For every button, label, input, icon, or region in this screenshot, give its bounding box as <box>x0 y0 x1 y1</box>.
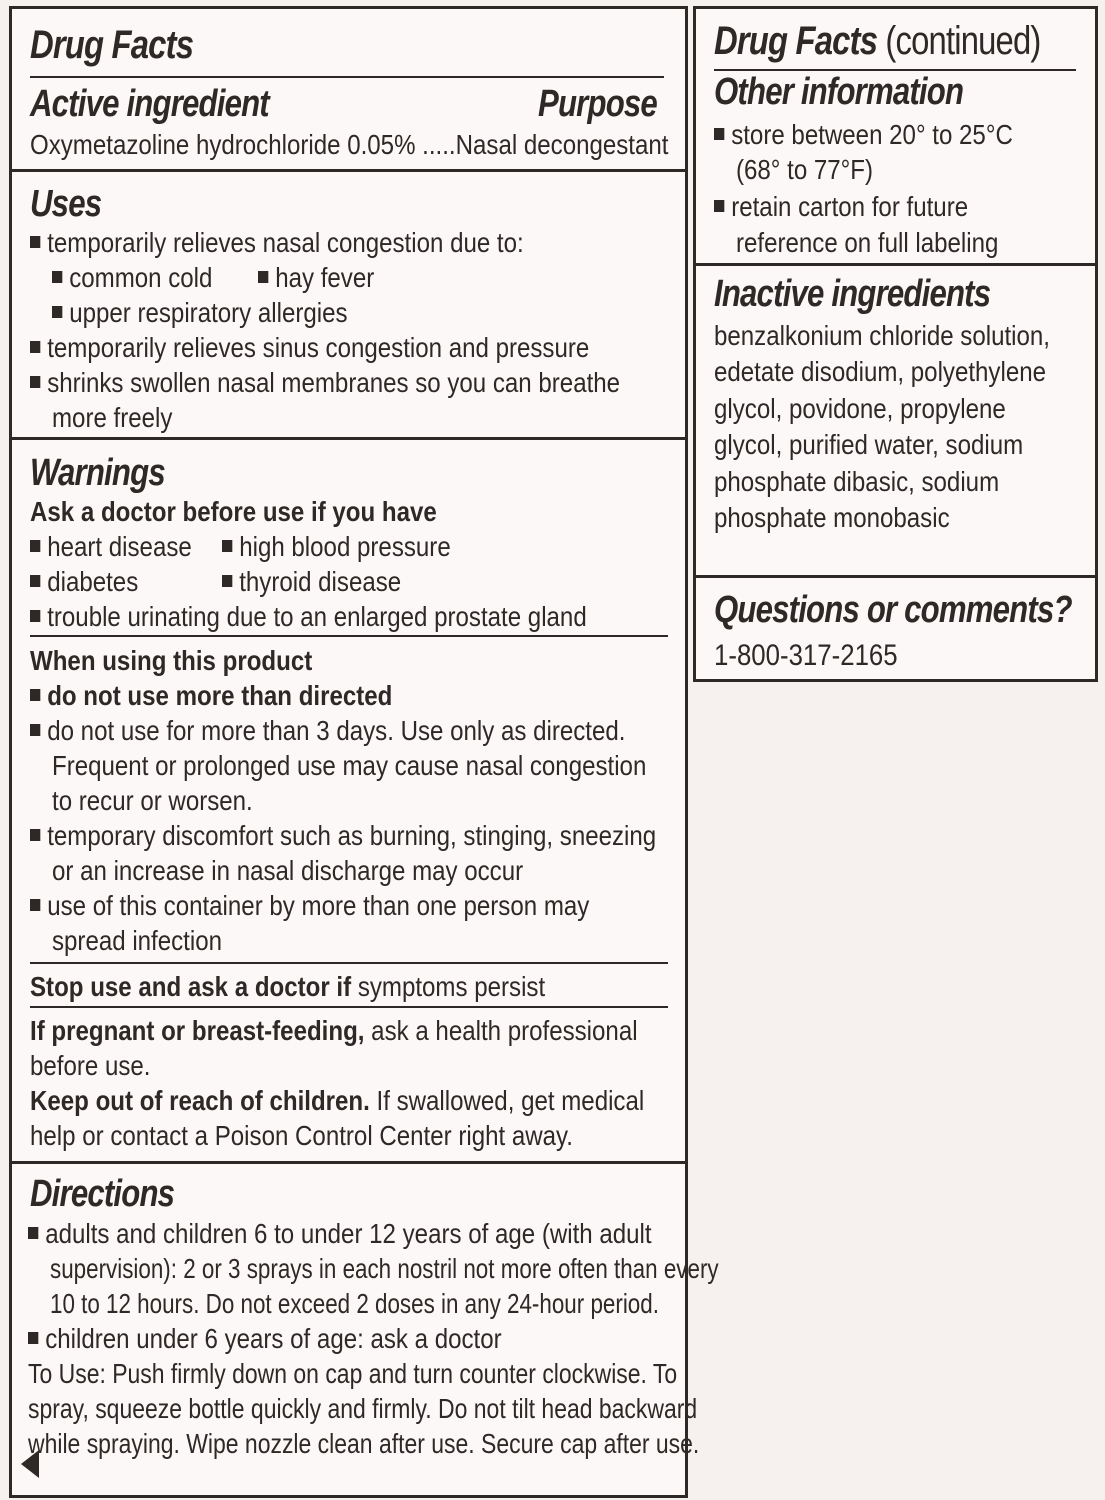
pregnant-line <box>30 1015 638 1047</box>
inactive-ingredients-heading: Inactive ingredients <box>714 273 991 315</box>
condition-item: heart disease <box>30 531 192 563</box>
keep-out-bold: Keep out of reach of children. <box>30 1085 370 1116</box>
directions-item-continued: 10 to 12 hours. Do not exceed 2 doses in any 24-hour period. <box>50 1288 659 1319</box>
pregnant-rest: ask a health professional <box>364 1015 638 1046</box>
active-ingredient-line: Oxymetazoline hydrochloride 0.05% .....Nasal decongestant <box>30 129 669 160</box>
inactive-divider <box>696 263 1095 266</box>
condition-item: trouble urinating due to an enlarged prostate gland <box>30 601 587 633</box>
questions-divider <box>696 575 1095 578</box>
ask-doctor-heading: Ask a doctor before use if you have <box>30 496 437 527</box>
pregnant-rule <box>30 1006 668 1008</box>
to-use-line: spray, squeeze bottle quickly and firmly. Do not tilt head backward <box>28 1393 698 1424</box>
stop-use-bold: Stop use and ask a doctor if <box>30 971 352 1002</box>
when-using-item: use of this container by more than one person may <box>30 890 589 922</box>
condition-item: thyroid disease <box>222 566 401 598</box>
keep-out-line <box>30 1085 644 1117</box>
uses-item: temporarily relieves sinus congestion and pressure <box>30 332 589 364</box>
warnings-divider <box>12 437 685 440</box>
title-rule <box>30 76 664 78</box>
uses-item: shrinks swollen nasal membranes so you can breathe <box>30 367 620 399</box>
drug-facts-left-panel <box>9 6 719 1498</box>
condition-item: diabetes <box>30 566 138 598</box>
right-title-bold: Drug Facts <box>714 19 878 63</box>
phone-number: 1-800-317-2165 <box>714 639 898 672</box>
inactive-line: phosphate dibasic, sodium <box>714 466 1000 497</box>
to-use-line: while spraying. Wipe nozzle clean after use. Secure cap after use. <box>28 1428 700 1459</box>
uses-item-continued: more freely <box>52 402 173 433</box>
inactive-line: phosphate monobasic <box>714 502 950 533</box>
when-using-rule <box>30 635 668 637</box>
when-using-item-continued: spread infection <box>52 925 223 956</box>
directions-item-continued: supervision): 2 or 3 sprays in each nostril not more often than every <box>50 1253 719 1284</box>
stop-use-rest: symptoms persist <box>351 971 546 1002</box>
active-ingredient-heading: Active ingredient <box>30 83 269 125</box>
purpose-heading: Purpose <box>538 83 657 125</box>
pregnant-bold: If pregnant or breast-feeding, <box>30 1015 365 1046</box>
other-info-item-continued: (68° to 77°F) <box>736 154 874 185</box>
warnings-heading: Warnings <box>30 452 165 494</box>
inactive-line: glycol, purified water, sodium <box>714 429 1024 460</box>
other-info-item-continued: reference on full labeling <box>736 227 999 258</box>
directions-item: adults and children 6 to under 12 years of age (with adult <box>28 1218 652 1250</box>
questions-heading: Questions or comments? <box>714 589 1072 631</box>
when-using-item: temporary discomfort such as burning, stinging, sneezing <box>30 820 656 852</box>
other-information-heading: Other information <box>714 71 964 113</box>
uses-heading: Uses <box>30 183 102 225</box>
condition-item: high blood pressure <box>222 531 451 563</box>
when-using-heading: When using this product <box>30 645 313 676</box>
keep-out-rest: If swallowed, get medical <box>369 1085 645 1116</box>
directions-heading: Directions <box>30 1173 175 1215</box>
when-using-item: do not use for more than 3 days. Use only as directed. <box>30 715 625 747</box>
inactive-line: glycol, povidone, propylene <box>714 393 1006 424</box>
drug-facts-right-panel <box>693 6 1098 682</box>
other-info-item: retain carton for future <box>714 191 968 223</box>
other-info-item: store between 20° to 25°C <box>714 119 1013 151</box>
keep-out-line-2: help or contact a Poison Control Center right away. <box>30 1120 573 1151</box>
inactive-line: benzalkonium chloride solution, <box>714 320 1050 351</box>
uses-divider <box>12 169 685 172</box>
drug-facts-title: Drug Facts <box>30 23 194 67</box>
uses-item: temporarily relieves nasal congestion due to: <box>30 227 524 259</box>
drug-facts-continued-title <box>714 19 1041 64</box>
uses-subitem: hay fever <box>258 262 374 294</box>
right-title-suffix: (continued) <box>877 19 1041 63</box>
when-using-item-continued: Frequent or prolonged use may cause nasal congestion <box>52 750 647 781</box>
uses-subitem: upper respiratory allergies <box>52 297 348 329</box>
to-use-line: To Use: Push firmly down on cap and turn counter clockwise. To <box>28 1358 678 1389</box>
uses-subitem: common cold <box>52 262 212 294</box>
pregnant-line-2: before use. <box>30 1050 151 1081</box>
when-using-item-continued: or an increase in nasal discharge may occur <box>52 855 524 886</box>
when-using-item-continued: to recur or worsen. <box>52 785 253 816</box>
inactive-line: edetate disodium, polyethylene <box>714 356 1047 387</box>
left-triangle-icon <box>21 1450 39 1478</box>
stop-use-line <box>30 971 545 1003</box>
stop-use-rule <box>30 962 668 964</box>
when-using-item: do not use more than directed <box>30 680 392 712</box>
directions-divider <box>12 1161 685 1164</box>
directions-item: children under 6 years of age: ask a doctor <box>28 1323 502 1355</box>
